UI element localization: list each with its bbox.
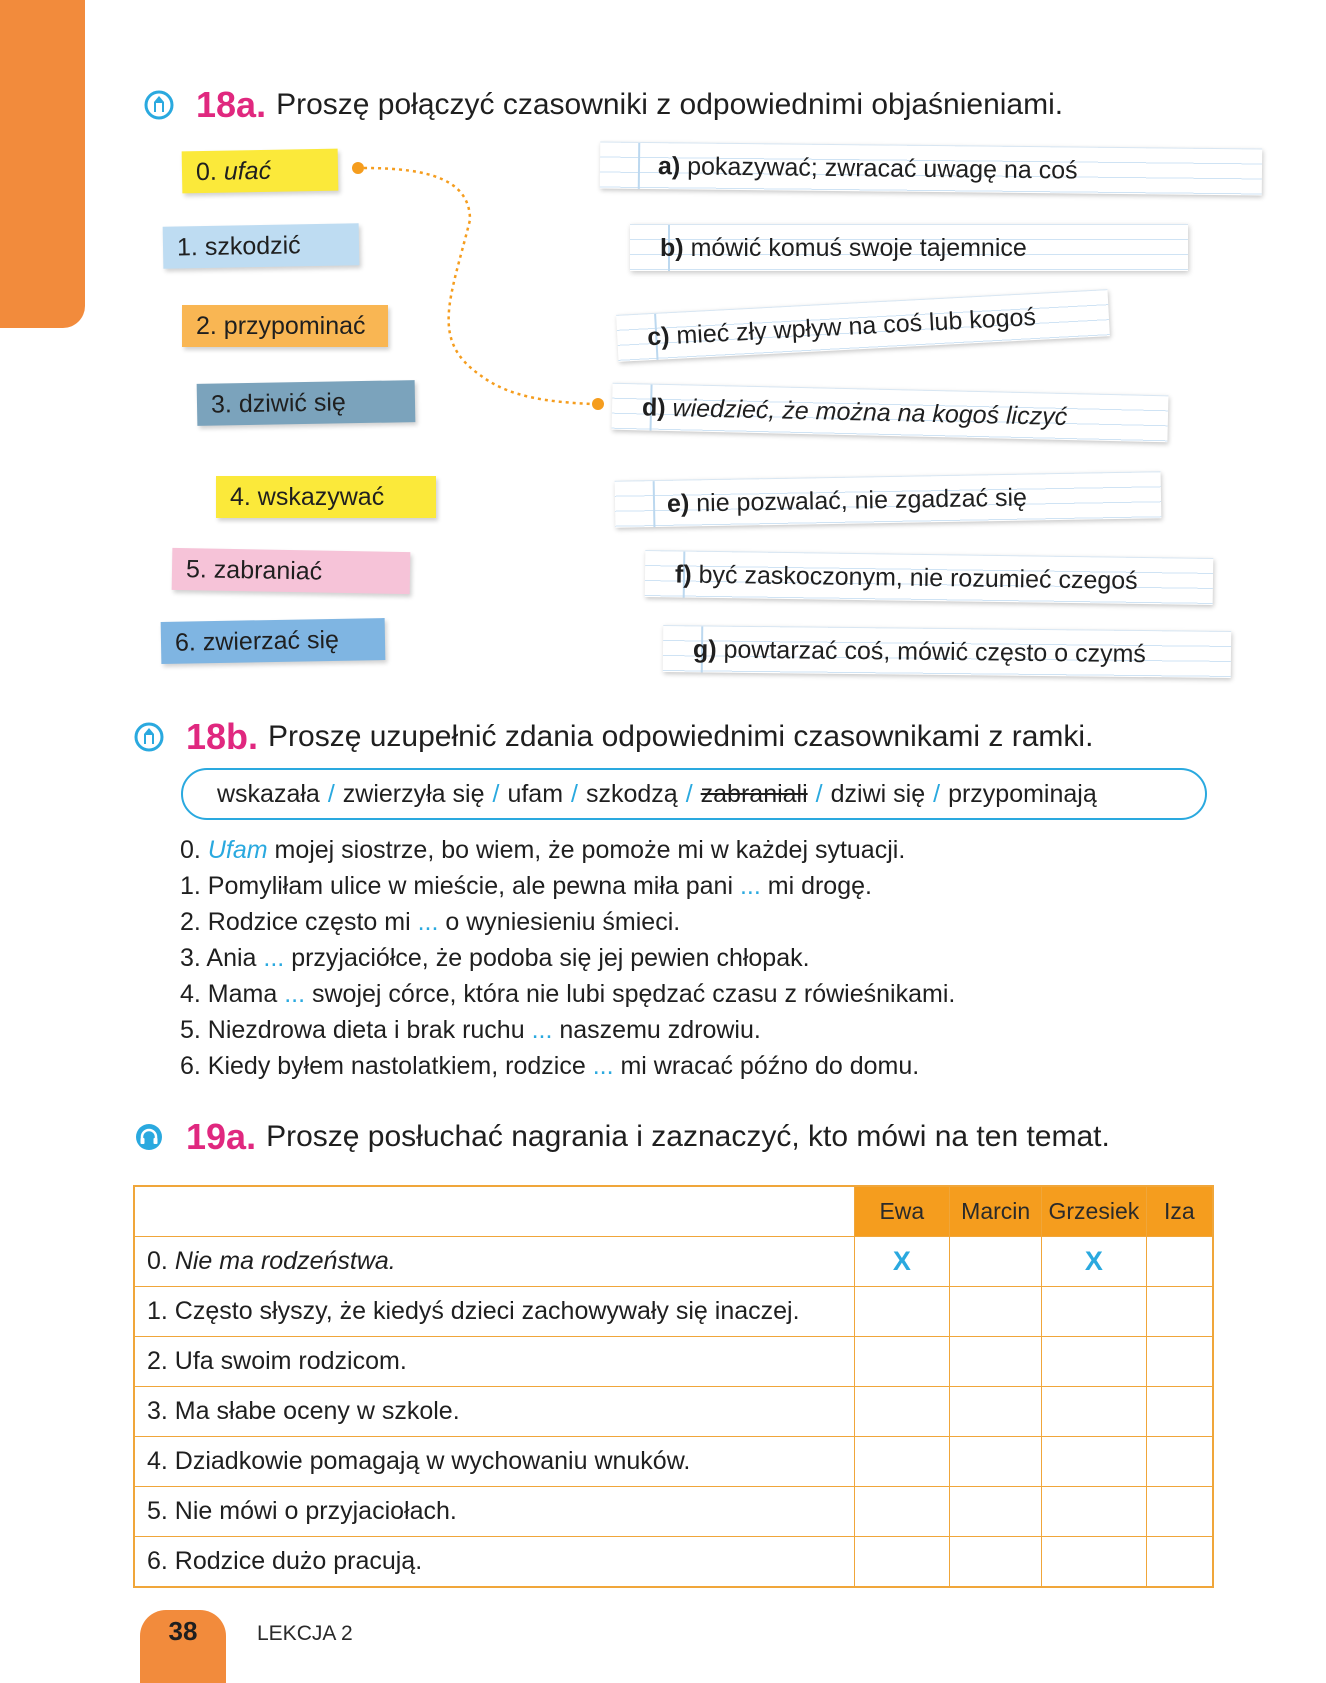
mark-cell[interactable] [854, 1487, 950, 1537]
definition-card-a[interactable] [600, 142, 1262, 196]
verb-label: 0. ufać [195, 156, 272, 187]
definition-text: mieć zły wpływ na coś lub kogoś [675, 302, 1037, 350]
mark-cell[interactable] [1146, 1337, 1213, 1387]
pencil-icon [134, 722, 164, 752]
mark-cell[interactable] [950, 1337, 1042, 1387]
sentence-4: 4. Mama ... swojej córce, która nie lubi spędzać czasu z rówieśnikami. [180, 980, 956, 1008]
mark-cell[interactable] [1042, 1387, 1146, 1437]
mark-cell[interactable] [854, 1387, 950, 1437]
statement-cell: 0. Nie ma rodzeństwa. [134, 1237, 854, 1287]
word-option: ufam [507, 779, 564, 808]
definition-letter: b) [660, 234, 684, 262]
mark-cell[interactable] [950, 1387, 1042, 1437]
answer-blank[interactable]: ... [592, 1052, 614, 1080]
statement-cell: 3. Ma słabe oceny w szkole. [134, 1387, 854, 1437]
definition-text: mówić komuś swoje tajemnice [690, 234, 1027, 262]
mark-cell[interactable] [1146, 1437, 1213, 1487]
definition-text: nie pozwalać, nie zgadzać się [695, 483, 1028, 518]
table-header-empty [134, 1186, 854, 1237]
example-answer: Ufam [207, 836, 268, 864]
headphones-icon [134, 1122, 164, 1152]
word-separator: / [815, 779, 823, 808]
sentence-3: 3. Ania ... przyjaciółce, że podoba się jej pewien chłopak. [180, 944, 810, 972]
mark-cell[interactable] [1146, 1487, 1213, 1537]
mark-cell[interactable] [950, 1287, 1042, 1337]
mark-cell[interactable] [950, 1537, 1042, 1588]
mark-cell[interactable] [854, 1287, 950, 1337]
mark-cell[interactable]: X [854, 1237, 950, 1287]
table-row [134, 1287, 1213, 1337]
exercise-instruction: Proszę uzupełnić zdania odpowiednimi czasownikami z ramki. [268, 720, 1094, 753]
example-connector-line [350, 160, 610, 416]
sentence-1: 1. Pomyliłam ulice w mieście, ale pewna miła pani ... mi drogę. [180, 872, 872, 900]
definition-text: wiedzieć, że można na kogoś liczyć [672, 394, 1068, 432]
mark-cell[interactable] [1042, 1487, 1146, 1537]
mark-cell[interactable] [1146, 1287, 1213, 1337]
definition-text: powtarzać coś, mówić często o czymś [723, 635, 1147, 669]
exercise-18a-heading [144, 84, 1063, 126]
definition-card-c[interactable] [616, 289, 1110, 362]
sentence-6: 6. Kiedy byłem nastolatkiem, rodzice ... mi wracać późno do domu. [180, 1052, 920, 1080]
verb-sticky-0[interactable] [182, 149, 339, 194]
answer-blank[interactable]: ... [263, 944, 285, 972]
verb-label: 5. zabraniać [185, 555, 323, 586]
definition-card-e[interactable] [615, 471, 1162, 528]
word-separator: / [933, 779, 941, 808]
mark-cell[interactable] [1042, 1337, 1146, 1387]
speaker-table [133, 1185, 1214, 1588]
sentence-list [180, 832, 955, 1084]
definition-card-d[interactable] [612, 383, 1169, 443]
column-header: Grzesiek [1042, 1186, 1146, 1237]
mark-cell[interactable] [1146, 1537, 1213, 1588]
definition-letter: e) [666, 489, 690, 518]
table-row [134, 1387, 1213, 1437]
mark-cell[interactable] [950, 1437, 1042, 1487]
mark-cell[interactable] [854, 1537, 950, 1588]
definition-letter: a) [657, 152, 681, 181]
word-option: szkodzą [585, 779, 678, 808]
table-row [134, 1337, 1213, 1387]
column-header: Marcin [950, 1186, 1042, 1237]
sentence-0: 0. Ufam mojej siostrze, bo wiem, że pomoże mi w każdej sytuacji. [180, 836, 906, 864]
exercise-number: 18a. [196, 84, 267, 125]
word-separator: / [492, 779, 500, 808]
statement-cell: 2. Ufa swoim rodzicom. [134, 1337, 854, 1387]
mark-cell[interactable]: X [1042, 1237, 1146, 1287]
table-row [134, 1237, 1213, 1287]
mark-cell[interactable] [1146, 1387, 1213, 1437]
definition-text: być zaskoczonym, nie rozumieć czegoś [698, 560, 1138, 595]
exercise-18b-heading [134, 716, 1093, 758]
orange-side-tab [0, 0, 85, 328]
answer-blank[interactable]: ... [739, 872, 761, 900]
definition-text: pokazywać; zwracać uwagę na coś [687, 152, 1078, 185]
table-row [134, 1437, 1213, 1487]
verb-label: 3. dziwić się [210, 388, 347, 419]
verb-sticky-1[interactable] [163, 223, 360, 268]
word-separator: / [571, 779, 578, 808]
pencil-icon [144, 90, 174, 120]
mark-cell[interactable] [1042, 1437, 1146, 1487]
definition-letter: d) [641, 393, 666, 422]
exercise-instruction: Proszę połączyć czasowniki z odpowiednimi objaśnieniami. [276, 88, 1064, 121]
definition-card-b[interactable] [630, 224, 1188, 271]
mark-cell[interactable] [950, 1237, 1042, 1287]
definition-letter: f) [674, 560, 692, 589]
word-option-used: zabraniali [700, 779, 808, 808]
table-row [134, 1487, 1213, 1537]
lesson-label: LEKCJA 2 [257, 1622, 353, 1645]
column-header: Ewa [854, 1186, 950, 1237]
column-header: Iza [1146, 1186, 1213, 1237]
exercise-19a-heading [134, 1116, 1110, 1158]
definition-letter: g) [692, 635, 717, 664]
page-number: 38 [168, 1616, 198, 1646]
verb-sticky-6[interactable] [161, 618, 386, 664]
definition-letter: c) [646, 322, 671, 352]
mark-cell[interactable] [950, 1487, 1042, 1537]
mark-cell[interactable] [1146, 1237, 1213, 1287]
definition-card-g[interactable] [663, 625, 1231, 678]
mark-cell[interactable] [1042, 1537, 1146, 1588]
word-box [181, 768, 1207, 820]
verb-label: 2. przypominać [196, 312, 366, 340]
verb-label: 1. szkodzić [176, 231, 301, 262]
verb-sticky-5[interactable] [172, 548, 411, 594]
statement-cell: 6. Rodzice dużo pracują. [134, 1537, 854, 1588]
definition-card-f[interactable] [645, 550, 1214, 605]
word-option: dziwi się [830, 779, 926, 808]
statement-cell: 1. Często słyszy, że kiedyś dzieci zachowywały się inaczej. [134, 1287, 854, 1337]
mark-cell[interactable] [854, 1337, 950, 1387]
table-row [134, 1537, 1213, 1588]
statement-cell: 5. Nie mówi o przyjaciołach. [134, 1487, 854, 1537]
word-option: przypominają [948, 779, 1097, 808]
sentence-2: 2. Rodzice często mi ... o wyniesieniu śmieci. [180, 908, 681, 936]
word-option: zwierzyła się [342, 779, 485, 808]
exercise-instruction: Proszę posłuchać nagrania i zaznaczyć, kto mówi na ten temat. [266, 1120, 1110, 1153]
answer-blank[interactable]: ... [417, 908, 439, 936]
exercise-number: 19a. [186, 1116, 257, 1157]
statement-cell: 4. Dziadkowie pomagają w wychowaniu wnuków. [134, 1437, 854, 1487]
verb-label: 4. wskazywać [230, 483, 385, 511]
verb-label: 6. zwierzać się [174, 625, 340, 657]
word-separator: / [685, 779, 693, 808]
verb-sticky-4[interactable] [216, 476, 436, 518]
word-option: wskazała [217, 779, 320, 808]
exercise-number: 18b. [186, 716, 259, 757]
mark-cell[interactable] [854, 1437, 950, 1487]
answer-blank[interactable]: ... [531, 1016, 553, 1044]
sentence-5: 5. Niezdrowa dieta i brak ruchu ... naszemu zdrowiu. [180, 1016, 761, 1044]
answer-blank[interactable]: ... [284, 980, 306, 1008]
word-separator: / [327, 779, 335, 808]
mark-cell[interactable] [1042, 1287, 1146, 1337]
